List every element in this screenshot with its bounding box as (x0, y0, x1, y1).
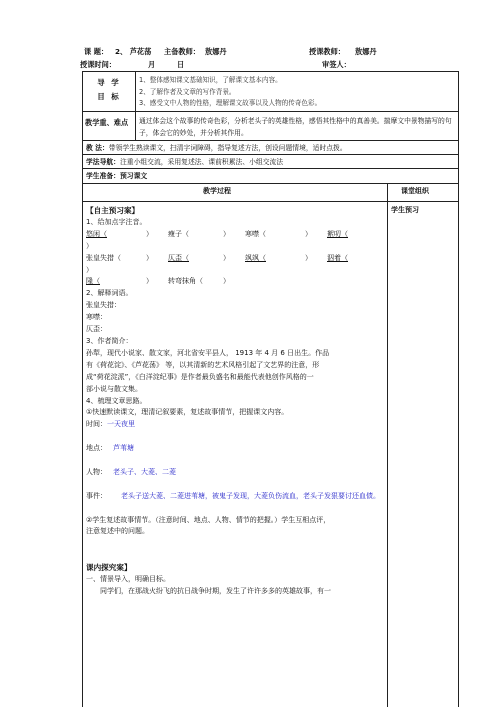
student-prep (86, 172, 456, 180)
key-points-row (83, 112, 458, 141)
pinyin-item: ） (223, 277, 230, 286)
pinyin-item: ） (146, 229, 153, 238)
pinyin-row-1 (86, 229, 384, 241)
topic-title: 2、 芦花荡 (115, 47, 152, 56)
place-field-label: 地点： (86, 444, 107, 453)
question-4: 4、梳理文章思路。 (86, 396, 147, 405)
step-2-cont: 注意复述中的问题。 (86, 527, 149, 536)
learning-guide (86, 158, 456, 166)
learning-guide-row (83, 155, 458, 169)
author-line: 孙犁，现代小说家、散文家，河北省安平县人， 1913 年 4 月 6 日出生。作品 (86, 348, 330, 357)
people-field-value: 老头子、大菱、二菱 (113, 467, 176, 476)
time-field-value: 一天夜里 (107, 420, 135, 429)
term-1: 张皇失措： (86, 301, 121, 310)
question-3: 3、作者简介： (86, 336, 133, 345)
pinyin-row-1-end: ） (86, 241, 93, 250)
goal-item: 1、整体感知课文基础知识，了解课文基本内容。 (139, 76, 282, 84)
explore-item-1: 一、情景导入，明确目标。 (86, 575, 170, 584)
process-column-head: 教学过程 (203, 187, 231, 195)
teach-teacher-label: 授课教师： (309, 47, 345, 56)
reviewer-label: 审签人： (322, 60, 351, 69)
explore-item-2: 同学们，在那战火纷飞的抗日战争时期，发生了许许多多的英雄故事，有一 (100, 586, 331, 595)
time-line (86, 419, 384, 431)
organization-column-head: 课堂组织 (401, 187, 429, 195)
section-title-preview: 【自主预习案】 (86, 206, 140, 215)
pinyin-item: ） (223, 253, 230, 262)
event-field-label: 事件： (86, 491, 107, 500)
author-line: 部小说与散文集。 (86, 384, 142, 393)
goals-label (83, 72, 135, 111)
place-field-value: 芦苇塘 (113, 444, 134, 453)
goals-list (139, 75, 457, 110)
pinyin-item: ） (146, 253, 153, 262)
topic-label: 课 题： (84, 47, 109, 56)
pinyin-item: 寒噤（ (245, 229, 266, 238)
question-1: 1、给加点字注音。 (86, 217, 147, 226)
pinyin-item: ） (305, 229, 312, 238)
pinyin-item: ） (223, 229, 230, 238)
pinyin-item: 絮叨（ (327, 229, 348, 238)
student-prep-text: 预习课文 (119, 172, 148, 180)
section-title-explore: 课内探究案】 (86, 563, 132, 573)
pinyin-item: 悠闲（ (86, 229, 107, 238)
goals-label-line2: 目 标 (97, 92, 121, 101)
document-header (82, 47, 457, 73)
pinyin-row-2 (86, 253, 384, 265)
goals-label-line1: 导 学 (97, 78, 121, 87)
student-prep-label: 学生准备： (86, 172, 120, 180)
pinyin-item: ） (305, 253, 312, 262)
term-3: 仄歪： (86, 325, 107, 334)
column-header-row (83, 184, 458, 202)
main-teacher-name: 敖娜丹 (205, 47, 227, 56)
key-points-text: 通过体会这个故事的传奇色彩，分析老头子的英雄性格，感悟其性格中的真善美。揣摩文中景物描写的句子，体会它的妙处，并分析其作用。 (139, 117, 452, 137)
author-line: 成“荷花淀派”，《白洋淀纪事》是作者最负盛名和最能代表他创作风格的一 (86, 372, 314, 381)
teaching-method-row (83, 141, 458, 155)
people-field-label: 人物： (86, 467, 107, 476)
event-line (86, 491, 384, 503)
term-2: 寒噤： (86, 313, 107, 322)
goal-item: 3、感受文中人物的性格，理解课文故事以及人物的传奇色彩。 (139, 99, 322, 107)
main-teacher-label: 主备教师： (164, 47, 200, 56)
pinyin-item: 瘦子（ (168, 229, 189, 238)
question-2: 2、解释词语。 (86, 289, 133, 298)
spacer (86, 455, 384, 467)
pinyin-item: 张皇失措（ (86, 253, 121, 262)
spacer (86, 538, 384, 562)
month-label: 月 (148, 60, 156, 69)
people-line (86, 467, 384, 479)
teaching-method (86, 144, 456, 152)
time-label: 授课时间： (80, 60, 116, 69)
pinyin-item: 隆（ (86, 277, 100, 286)
lesson-plan-table (82, 71, 459, 707)
goals-row (83, 72, 458, 112)
pinyin-item: ） (146, 277, 153, 286)
time-field-label: 时间： (86, 420, 107, 429)
author-line: 有《荷花淀》、《芦花荡》 等，以其清新的艺术风格引起了文艺界的注意，形 (86, 360, 320, 369)
spacer (86, 479, 384, 491)
key-points-label: 教学重、难点 (85, 118, 129, 127)
teaching-method-label: 教 法： (86, 144, 109, 152)
teaching-method-text: 带领学生熟读课文，扫清字词障碍，指导复述方法，创设问题情境，适时点拨。 (108, 144, 347, 152)
pinyin-item: 仄歪（ (168, 253, 189, 262)
learning-guide-label: 学法导航： (86, 158, 120, 166)
goal-item: 2、了解作者及文章的写作背景。 (139, 87, 236, 96)
pinyin-item: 泅着（ (327, 253, 348, 262)
step-1: ①快速默读课文，理清记叙要素，复述故事情节，把握课文内容。 (86, 408, 289, 417)
student-prep-row (83, 169, 458, 184)
event-field-value: 老头子送大菱、二菱进苇塘，被鬼子发现，大菱负伤流血，老头子发狠要讨还血债。 (121, 491, 380, 500)
day-label: 日 (177, 60, 185, 69)
place-line (86, 443, 384, 455)
pinyin-row-2-end: ） (86, 265, 93, 274)
pinyin-item: 转弯抹角（ (168, 277, 203, 286)
content-row (83, 202, 458, 707)
step-2: ②学生复述故事情节。（注意时间、地点、人物、情节的把握。）学生互相点评， (86, 515, 331, 524)
learning-guide-text: 注重小组交流，采用复述法、课前积累法、小组交流法 (119, 158, 284, 166)
student-preview-note: 学生预习 (391, 206, 419, 214)
pinyin-item: 飒飒（ (245, 253, 266, 262)
teach-teacher-name: 敖娜丹 (355, 47, 377, 56)
lesson-content (86, 205, 384, 598)
pinyin-row-3 (86, 276, 384, 288)
spacer (86, 503, 384, 515)
spacer (86, 431, 384, 443)
